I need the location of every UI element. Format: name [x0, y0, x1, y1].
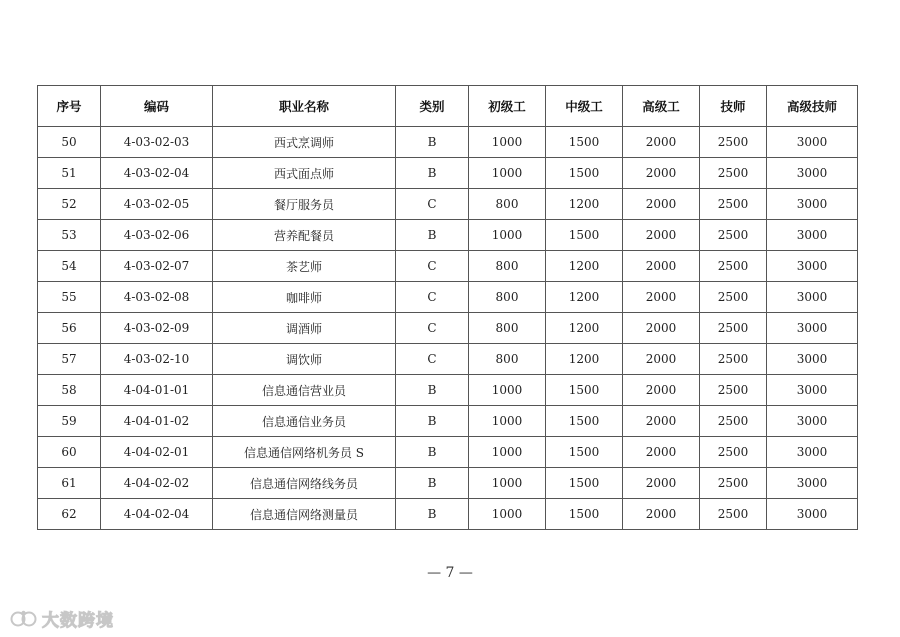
- cell-technician: 2500: [700, 282, 767, 313]
- cell-code: 4-03-02-05: [101, 189, 213, 220]
- cell-occupation-name: 营养配餐员: [213, 220, 396, 251]
- cell-index: 59: [38, 406, 101, 437]
- cell-junior: 800: [469, 282, 546, 313]
- cell-occupation-name: 餐厅服务员: [213, 189, 396, 220]
- cell-category: C: [396, 344, 469, 375]
- cell-index: 62: [38, 499, 101, 530]
- table-row: [38, 313, 858, 344]
- cell-code: 4-03-02-10: [101, 344, 213, 375]
- table-row: [38, 499, 858, 530]
- cell-index: 54: [38, 251, 101, 282]
- cell-senior: 2000: [623, 437, 700, 468]
- cell-junior: 1000: [469, 375, 546, 406]
- cell-senior-technician: 3000: [767, 406, 858, 437]
- cell-occupation-name: 信息通信网络机务员 S: [213, 437, 396, 468]
- cell-index: 58: [38, 375, 101, 406]
- cell-junior: 800: [469, 189, 546, 220]
- cell-code: 4-04-01-02: [101, 406, 213, 437]
- cell-technician: 2500: [700, 344, 767, 375]
- cell-intermediate: 1500: [546, 220, 623, 251]
- cell-code: 4-04-02-02: [101, 468, 213, 499]
- table-row: [38, 189, 858, 220]
- cell-senior-technician: 3000: [767, 220, 858, 251]
- cell-junior: 1000: [469, 499, 546, 530]
- cell-code: 4-03-02-08: [101, 282, 213, 313]
- cell-index: 60: [38, 437, 101, 468]
- cell-code: 4-04-02-01: [101, 437, 213, 468]
- cell-junior: 1000: [469, 158, 546, 189]
- cell-code: 4-04-01-01: [101, 375, 213, 406]
- cell-technician: 2500: [700, 406, 767, 437]
- cell-technician: 2500: [700, 437, 767, 468]
- cell-category: B: [396, 437, 469, 468]
- column-header: 初级工: [469, 86, 546, 127]
- cell-senior-technician: 3000: [767, 344, 858, 375]
- cell-intermediate: 1200: [546, 344, 623, 375]
- cell-senior: 2000: [623, 158, 700, 189]
- column-header: 职业名称: [213, 86, 396, 127]
- cell-technician: 2500: [700, 127, 767, 158]
- table-row: [38, 375, 858, 406]
- column-header: 序号: [38, 86, 101, 127]
- cell-junior: 800: [469, 344, 546, 375]
- cell-junior: 1000: [469, 437, 546, 468]
- cell-senior-technician: 3000: [767, 313, 858, 344]
- cell-index: 61: [38, 468, 101, 499]
- cell-occupation-name: 信息通信营业员: [213, 375, 396, 406]
- table-row: [38, 220, 858, 251]
- cell-code: 4-03-02-09: [101, 313, 213, 344]
- cell-senior-technician: 3000: [767, 437, 858, 468]
- watermark-text: 大数跨境: [42, 611, 114, 631]
- cell-code: 4-03-02-03: [101, 127, 213, 158]
- cell-senior: 2000: [623, 313, 700, 344]
- cell-category: B: [396, 127, 469, 158]
- cell-index: 57: [38, 344, 101, 375]
- column-header: 技师: [700, 86, 767, 127]
- cell-category: C: [396, 313, 469, 344]
- cell-intermediate: 1500: [546, 375, 623, 406]
- cell-category: B: [396, 468, 469, 499]
- table-header-row: [38, 86, 858, 127]
- cell-senior: 2000: [623, 220, 700, 251]
- cell-index: 55: [38, 282, 101, 313]
- watermark: [10, 606, 114, 631]
- cell-senior: 2000: [623, 375, 700, 406]
- cell-junior: 800: [469, 251, 546, 282]
- cell-occupation-name: 调酒师: [213, 313, 396, 344]
- cell-category: B: [396, 406, 469, 437]
- cell-intermediate: 1200: [546, 282, 623, 313]
- cell-intermediate: 1500: [546, 127, 623, 158]
- cell-junior: 800: [469, 313, 546, 344]
- table-body: [38, 127, 858, 530]
- cell-senior-technician: 3000: [767, 251, 858, 282]
- cell-occupation-name: 信息通信网络线务员: [213, 468, 396, 499]
- cell-senior: 2000: [623, 468, 700, 499]
- cell-category: B: [396, 220, 469, 251]
- table-row: [38, 282, 858, 313]
- cell-senior: 2000: [623, 189, 700, 220]
- brand-logo-icon: [10, 608, 38, 630]
- cell-technician: 2500: [700, 499, 767, 530]
- cell-technician: 2500: [700, 468, 767, 499]
- cell-junior: 1000: [469, 468, 546, 499]
- cell-technician: 2500: [700, 251, 767, 282]
- table-row: [38, 251, 858, 282]
- table-row: [38, 127, 858, 158]
- cell-occupation-name: 西式面点师: [213, 158, 396, 189]
- table-row: [38, 468, 858, 499]
- cell-intermediate: 1500: [546, 499, 623, 530]
- cell-intermediate: 1500: [546, 158, 623, 189]
- cell-category: B: [396, 158, 469, 189]
- cell-code: 4-03-02-04: [101, 158, 213, 189]
- cell-technician: 2500: [700, 375, 767, 406]
- table-row: [38, 344, 858, 375]
- cell-technician: 2500: [700, 313, 767, 344]
- table-row: [38, 158, 858, 189]
- column-header: 高级工: [623, 86, 700, 127]
- cell-intermediate: 1200: [546, 189, 623, 220]
- cell-category: B: [396, 499, 469, 530]
- cell-technician: 2500: [700, 189, 767, 220]
- cell-category: C: [396, 189, 469, 220]
- cell-index: 50: [38, 127, 101, 158]
- table-row: [38, 406, 858, 437]
- cell-index: 52: [38, 189, 101, 220]
- cell-junior: 1000: [469, 220, 546, 251]
- cell-index: 51: [38, 158, 101, 189]
- column-header: 编码: [101, 86, 213, 127]
- column-header: 中级工: [546, 86, 623, 127]
- cell-intermediate: 1200: [546, 313, 623, 344]
- page-number: — 7 —: [427, 565, 473, 581]
- cell-intermediate: 1500: [546, 437, 623, 468]
- column-header: 高级技师: [767, 86, 858, 127]
- cell-category: B: [396, 375, 469, 406]
- cell-intermediate: 1500: [546, 468, 623, 499]
- cell-category: C: [396, 251, 469, 282]
- table-row: [38, 437, 858, 468]
- cell-senior: 2000: [623, 406, 700, 437]
- cell-intermediate: 1500: [546, 406, 623, 437]
- cell-occupation-name: 调饮师: [213, 344, 396, 375]
- cell-occupation-name: 信息通信网络测量员: [213, 499, 396, 530]
- cell-code: 4-03-02-07: [101, 251, 213, 282]
- column-header: 类别: [396, 86, 469, 127]
- cell-senior-technician: 3000: [767, 282, 858, 313]
- cell-junior: 1000: [469, 406, 546, 437]
- cell-index: 53: [38, 220, 101, 251]
- cell-technician: 2500: [700, 220, 767, 251]
- cell-senior-technician: 3000: [767, 189, 858, 220]
- cell-index: 56: [38, 313, 101, 344]
- cell-category: C: [396, 282, 469, 313]
- cell-occupation-name: 茶艺师: [213, 251, 396, 282]
- cell-senior: 2000: [623, 282, 700, 313]
- cell-senior-technician: 3000: [767, 468, 858, 499]
- cell-occupation-name: 西式烹调师: [213, 127, 396, 158]
- cell-senior-technician: 3000: [767, 375, 858, 406]
- cell-code: 4-03-02-06: [101, 220, 213, 251]
- cell-senior-technician: 3000: [767, 158, 858, 189]
- cell-occupation-name: 咖啡师: [213, 282, 396, 313]
- cell-technician: 2500: [700, 158, 767, 189]
- cell-occupation-name: 信息通信业务员: [213, 406, 396, 437]
- cell-senior-technician: 3000: [767, 499, 858, 530]
- occupation-subsidy-table: [37, 85, 858, 530]
- cell-senior: 2000: [623, 499, 700, 530]
- cell-senior-technician: 3000: [767, 127, 858, 158]
- cell-junior: 1000: [469, 127, 546, 158]
- cell-senior: 2000: [623, 127, 700, 158]
- cell-senior: 2000: [623, 251, 700, 282]
- cell-code: 4-04-02-04: [101, 499, 213, 530]
- cell-intermediate: 1200: [546, 251, 623, 282]
- cell-senior: 2000: [623, 344, 700, 375]
